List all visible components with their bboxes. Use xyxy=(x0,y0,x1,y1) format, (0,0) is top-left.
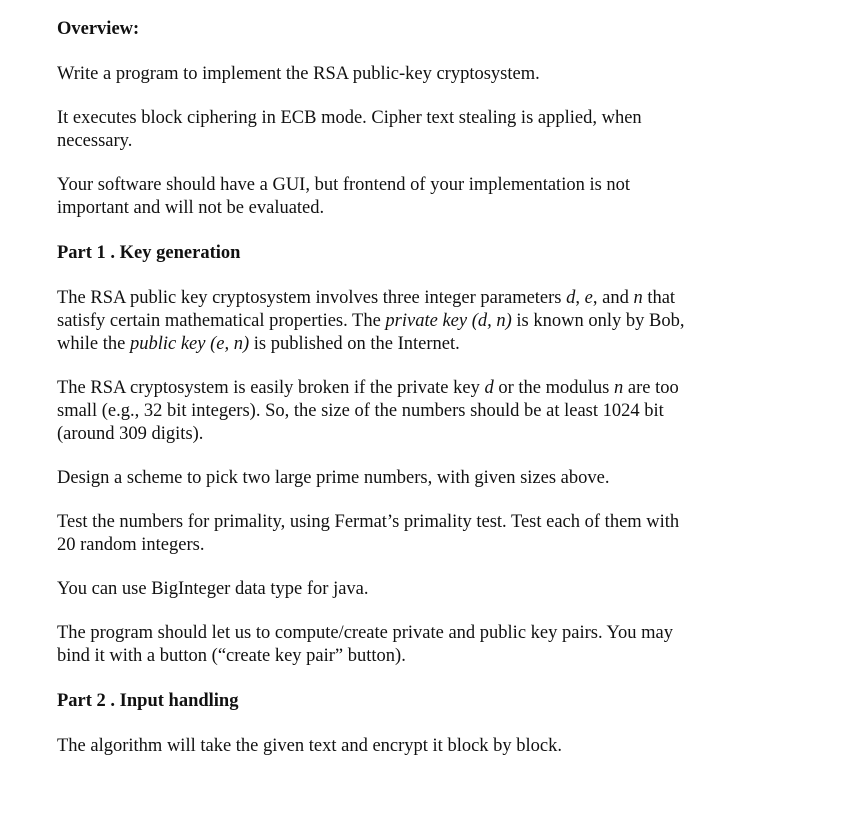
text: is known only by Bob, xyxy=(511,311,685,331)
text: or the modulus xyxy=(493,378,614,398)
text: bind it with a button (“create key pair” button). xyxy=(57,646,406,666)
overview-paragraph-1 xyxy=(57,63,777,86)
text: satisfy certain mathematical properties. The xyxy=(57,311,386,331)
text: necessary. xyxy=(57,131,133,151)
text: small (e.g., 32 bit integers). So, the size of the numbers should be at least 1024 bit xyxy=(57,401,664,421)
text: The RSA cryptosystem is easily broken if the private key xyxy=(57,378,485,398)
var-e: e xyxy=(584,288,593,308)
text: , xyxy=(575,288,585,308)
text: important and will not be evaluated. xyxy=(57,198,325,218)
var-n: n xyxy=(613,378,624,398)
overview-paragraph-2 xyxy=(57,107,777,153)
overview-heading: Overview: xyxy=(57,19,140,39)
text: Your software should have a GUI, but frontend of your implementation is not xyxy=(57,175,631,195)
text: 20 random integers. xyxy=(57,535,205,555)
text: The RSA public key cryptosystem involves three integer parameters xyxy=(57,288,567,308)
var-d: d xyxy=(484,378,494,398)
text: that xyxy=(642,288,676,308)
text: are too xyxy=(623,378,679,398)
text: (around 309 digits). xyxy=(57,424,204,444)
text: Design a scheme to pick two large prime numbers, with given sizes above. xyxy=(57,468,610,488)
text: You can use BigInteger data type for java. xyxy=(57,579,369,599)
part1-paragraph-1 xyxy=(57,287,777,356)
text: The program should let us to compute/create private and public key pairs. You may xyxy=(57,623,674,643)
text: while the xyxy=(57,334,130,354)
part1-heading: Part 1 . Key generation xyxy=(57,243,241,263)
document-page xyxy=(57,18,777,758)
text: , and xyxy=(592,288,634,308)
private-key-term: private key (d, n) xyxy=(385,311,512,331)
public-key-term: public key (e, n) xyxy=(129,334,250,354)
part1-paragraph-3 xyxy=(57,467,777,490)
text: is published on the Internet. xyxy=(249,334,460,354)
overview-paragraph-3 xyxy=(57,174,777,220)
text: It executes block ciphering in ECB mode. Cipher text stealing is applied, when xyxy=(57,108,642,128)
part1-paragraph-6 xyxy=(57,622,777,668)
part2-paragraph-1 xyxy=(57,735,777,758)
text: Write a program to implement the RSA public-key cryptosystem. xyxy=(57,64,540,84)
part2-heading: Part 2 . Input handling xyxy=(57,691,239,711)
var-n: n xyxy=(633,288,643,308)
text: Test the numbers for primality, using Fermat’s primality test. Test each of them with xyxy=(57,512,680,532)
text: The algorithm will take the given text and encrypt it block by block. xyxy=(57,736,563,756)
part1-paragraph-5 xyxy=(57,578,777,601)
part1-paragraph-4 xyxy=(57,511,777,557)
part1-paragraph-2 xyxy=(57,377,777,446)
var-d: d xyxy=(566,288,576,308)
